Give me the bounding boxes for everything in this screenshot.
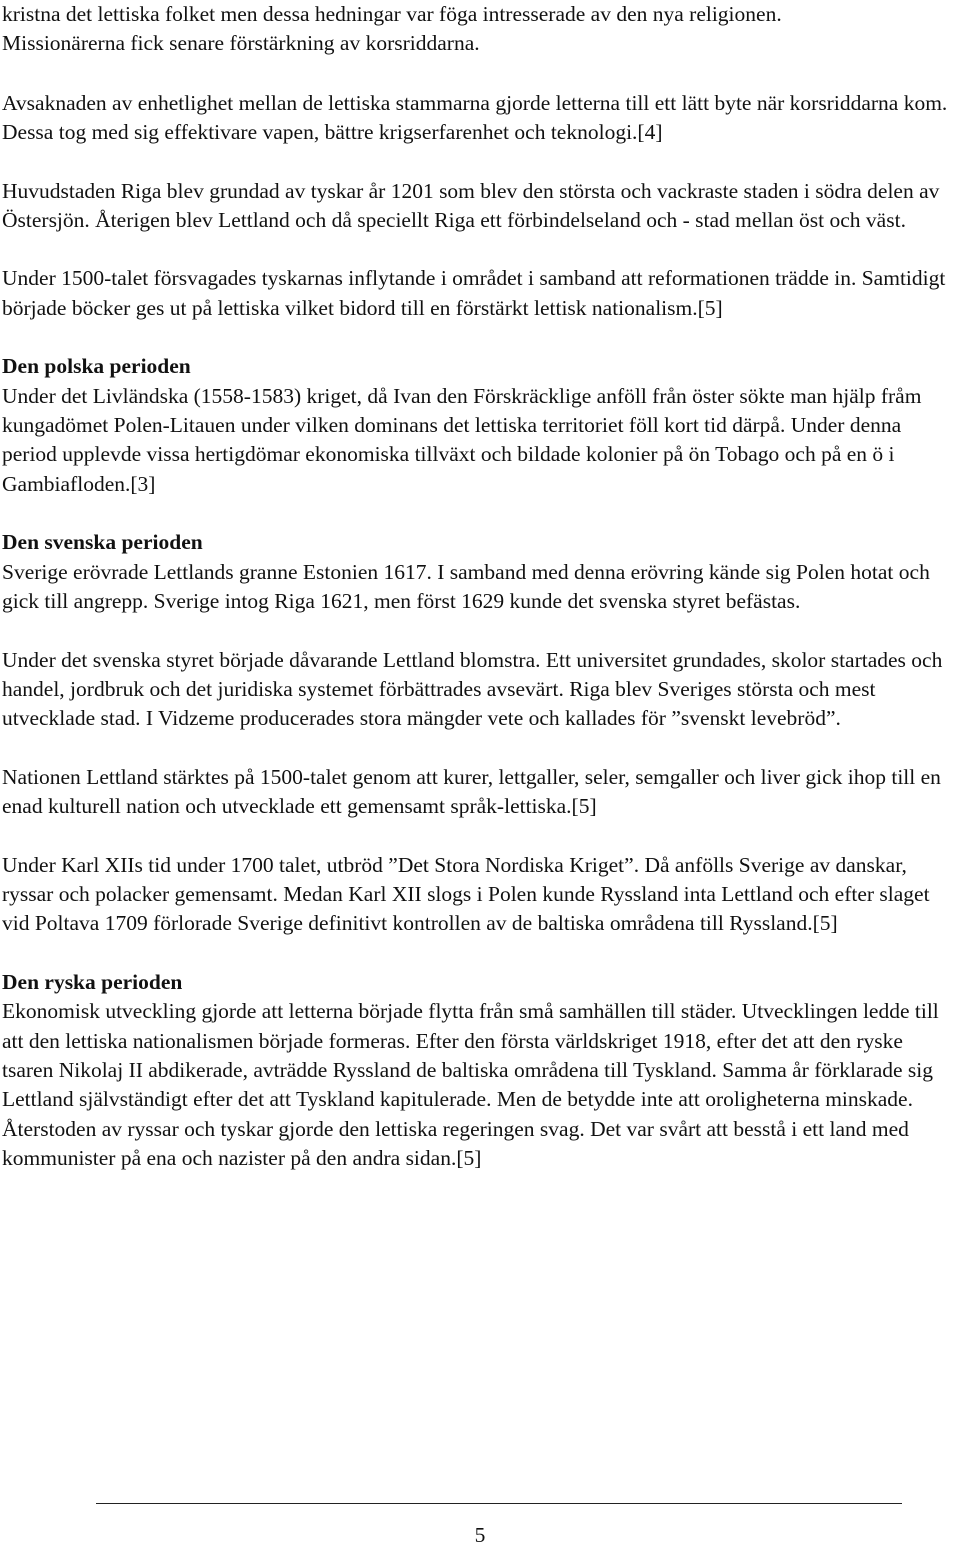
section-heading-polish: Den polska perioden — [2, 354, 191, 379]
paragraph-riga: Huvudstaden Riga blev grundad av tyskar år 1201 som blev den största och vackraste staden i södra delen av Östersjön. Återigen blev Lettland och då speciellt Riga ett förbindelseland och - stad mellan öst och väst. — [2, 178, 940, 233]
section-russian — [2, 968, 958, 1174]
paragraph-swedish: Sverige erövrade Lettlands granne Estonien 1617. I samband med denna erövring kände sig Polen hotat och gick till angrepp. Sverige intog Riga 1621, men först 1629 kunde det svenska styret befästas. — [2, 559, 930, 614]
section-heading-swedish: Den svenska perioden — [2, 530, 203, 555]
section-polish — [2, 352, 958, 499]
footer-divider — [96, 1503, 902, 1504]
document-page — [2, 0, 958, 1174]
section-heading-russian: Den ryska perioden — [2, 969, 183, 994]
intro-line-1: kristna det lettiska folket men dessa hedningar var föga intresserade av den nya religionen. — [2, 2, 782, 26]
paragraph-polish: Under det Livländska (1558-1583) kriget, då Ivan den Förskräcklige anföll från öster sökte man hjälp fråm kungadömet Polen-Litauen under vilken dominans det lettiska territoriet föll kort tid därpå. Under denna period upplevde vissa hertigdömar ekonomiska tillväxt och bildade kolonier på ön Tobago och på en ö i Gambiafloden.[3] — [2, 383, 922, 496]
section-swedish — [2, 528, 958, 616]
page-number: 5 — [474, 1523, 486, 1547]
paragraph-karl: Under Karl XIIs tid under 1700 talet, utbröd ”Det Stora Nordiska Kriget”. Då anfölls Sverige av danskar, ryssar och polacker gemensamt. Medan Karl XII slogs i Polen kunde Ryssland inta Lettland och efter slaget vid Poltava 1709 förlorade Sverige definitivt kontrollen av de baltiska områdena till Ryssland.[5] — [2, 852, 930, 936]
paragraph-unity: Avsaknaden av enhetlighet mellan de lettiska stammarna gjorde letterna till ett lätt byte när korsriddarna kom. Dessa tog med sig effektivare vapen, bättre krigserfarenhet och teknologi.[4] — [2, 90, 948, 145]
paragraph-1500: Under 1500-talet försvagades tyskarnas inflytande i området i samband att reformationen trädde in. Samtidigt började böcker ges ut på lettiska vilket bidord till en förstärkt lettisk nationalism.[5] — [2, 266, 946, 320]
intro-line-2: Missionärerna fick senare förstärkning av korsriddarna. — [2, 31, 480, 56]
paragraph-flourish: Under det svenska styret började dåvarande Lettland blomstra. Ett universitet grundades, skolor startades och handel, jordbruk och det juridiska systemet förbättrades avsevärt. Riga blev Sveriges största och mest utvecklade stad. I Vidzeme producerades stora mängder vete och kallades för ”svenskt levebröd”. — [2, 647, 943, 731]
paragraph-nation: Nationen Lettland stärktes på 1500-talet genom att kurer, lettgaller, seler, semgaller och liver gick ihop till en enad kulturell nation och utvecklade ett gemensamt språk-lettiska.[5] — [2, 764, 941, 819]
paragraph-russian: Ekonomisk utveckling gjorde att letterna började flytta från små samhällen till städer. Utvecklingen ledde till att den lettiska nationalismen började formeras. Efter den första världskriget 1918, efter det att den ryske tsaren Nikolaj II abdikerade, avträdde Ryssland de baltiska områdena till Tyskland. Samma år förklarade sig Lettland självständigt efter det att Tyskland kapitulerade. Men de betydde inte att oroligheterna minskade. Återstoden av ryssar och tyskar gjorde den lettiska regeringen svag. Det var svårt att besstå i ett land med kommunister på ena och nazister på den andra sidan.[5] — [2, 999, 939, 1171]
